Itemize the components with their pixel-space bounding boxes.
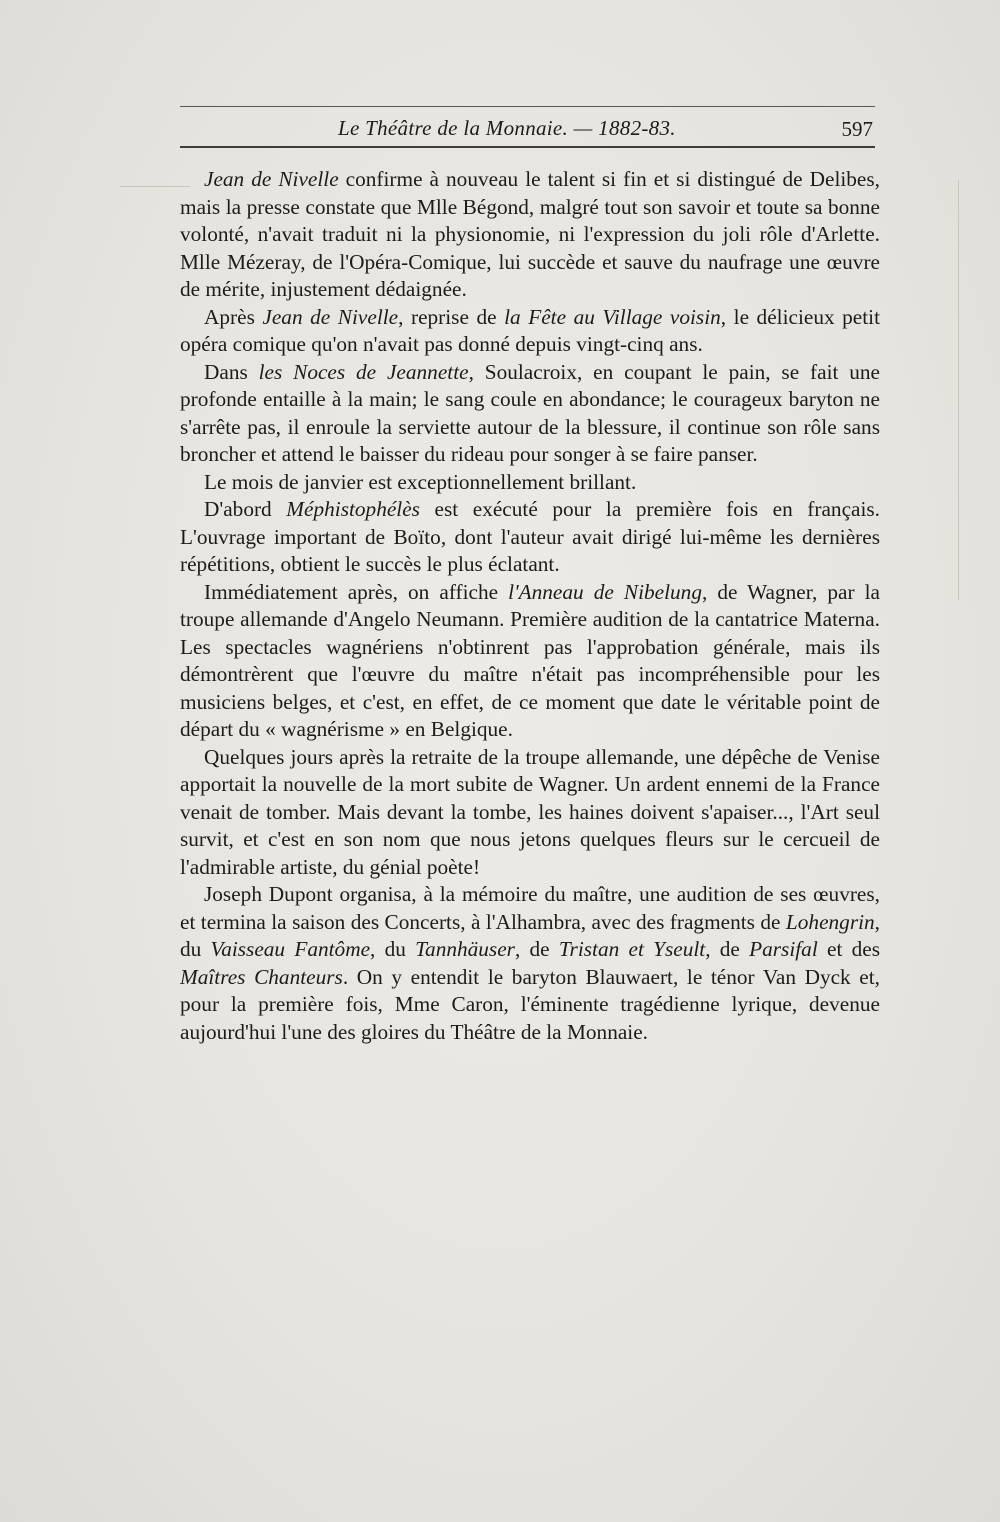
italic-title: Jean de Nivelle (262, 304, 399, 329)
text-run: , du (180, 909, 880, 961)
paragraph (180, 881, 880, 1046)
text-run: , le délicieux petit opéra comique qu'on n'avait pas donné depuis vingt-cinq ans. (180, 304, 881, 356)
running-head (180, 114, 875, 144)
text-run: . On y entendit le baryton Blauwaert, le ténor Van Dyck et, pour la première fois, Mme Caron, l'éminente tragédienne lyrique, devenue aujourd'hui l'une des gloires du Théâtre de la Monnaie. (180, 964, 880, 1044)
paragraph (180, 304, 880, 359)
header-top-rule (180, 106, 875, 107)
text-run: et des (817, 937, 880, 961)
text-run: Dans (204, 359, 259, 384)
text-run: est exécuté pour la première fois en français. L'ouvrage important de Boïto, dont l'auteur avait dirigé lui-même les dernières répétitions, obtient le succès le plus éclatant. (180, 497, 881, 576)
text-run: Immédiatement après, on affiche (204, 579, 509, 604)
italic-title: Jean de Nivelle (204, 167, 339, 191)
italic-title: Parsifal (749, 937, 818, 961)
italic-title: Vaisseau Fantôme (210, 937, 371, 961)
page-number: 597 (841, 117, 873, 141)
italic-title: l'Anneau de Nibelung (508, 579, 702, 604)
scan-edge-mark (958, 180, 959, 600)
paragraph (180, 469, 880, 497)
text-run: Joseph Dupont organisa, à la mémoire du maître, une audition de ses œuvres, et termina la saison des Concerts, à l'Alhambra, avec des fragments de (180, 882, 880, 934)
paragraph (180, 359, 880, 469)
paragraph (180, 496, 880, 579)
paragraph (180, 744, 880, 882)
text-run: , de Wagner, par la troupe allemande d'Angelo Neumann. Première audition de la cantatrice Materna. Les spectacles wagnériens n'obtinrent pas l'approbation générale, mais ils démontrèrent que l'œuvre du maître n'était pas incompréhensible pour les musiciens belges, et c'est, en effet, de ce moment que date le véritable point de départ du « wagnérisme » en Belgique. (180, 579, 880, 741)
text-run: Quelques jours après la retraite de la troupe allemande, une dépêche de Venise apportait la nouvelle de la mort subite de Wagner. Un ardent ennemi de la France venait de tomber. Mais devant la tombe, les haines doivent s'apaiser..., l'Art seul survit, et c'est en son nom que nous jetons quelques fleurs sur le cercueil de l'admirable artiste, du génial poète! (180, 744, 880, 879)
text-run: , reprise de (398, 304, 505, 329)
text-run: , de (514, 937, 559, 961)
text-run: , Soulacroix, en coupant le pain, se fait une profonde entaille à la main; le sang coule en abondance; le courageux baryton ne s'arrête pas, il enroule la serviette autour de la blessure, il continue son rôle sans broncher et attend le baisser du rideau pour songer à se faire panser. (180, 359, 880, 466)
italic-title: Tristan et Yseult (558, 937, 706, 961)
running-title: Le Théâtre de la Monnaie. — 1882-83. (338, 116, 676, 140)
scan-edge-mark (120, 186, 190, 187)
text-run: , de (705, 937, 750, 961)
text-run: Le mois de janvier est exceptionnellement brillant. (204, 469, 637, 494)
header-bottom-rule (180, 146, 875, 148)
italic-title: les Noces de Jeannette (258, 359, 469, 384)
italic-title: Lohengrin (785, 909, 875, 934)
paragraph (180, 579, 880, 744)
paragraph (180, 166, 880, 304)
italic-title: Tannhäuser (415, 937, 515, 961)
text-run: , du (370, 937, 416, 961)
text-run: D'abord (204, 497, 287, 521)
text-run: Après (204, 304, 263, 329)
body-text (180, 166, 880, 1046)
text-run: confirme à nouveau le talent si fin et si distingué de Delibes, mais la presse constate que Mlle Bégond, malgré tout son savoir et toute sa bonne volonté, n'avait traduit ni la physionomie, ni l'expression du joli rôle d'Arlette. Mlle Mézeray, de l'Opéra-Comique, lui succède et sauve du naufrage une œuvre de mérite, injustement dédaignée. (180, 167, 880, 301)
italic-title: Méphistophélès (286, 497, 420, 521)
italic-title: Maîtres Chanteurs (180, 964, 343, 989)
italic-title: la Fête au Village voisin (504, 304, 721, 329)
